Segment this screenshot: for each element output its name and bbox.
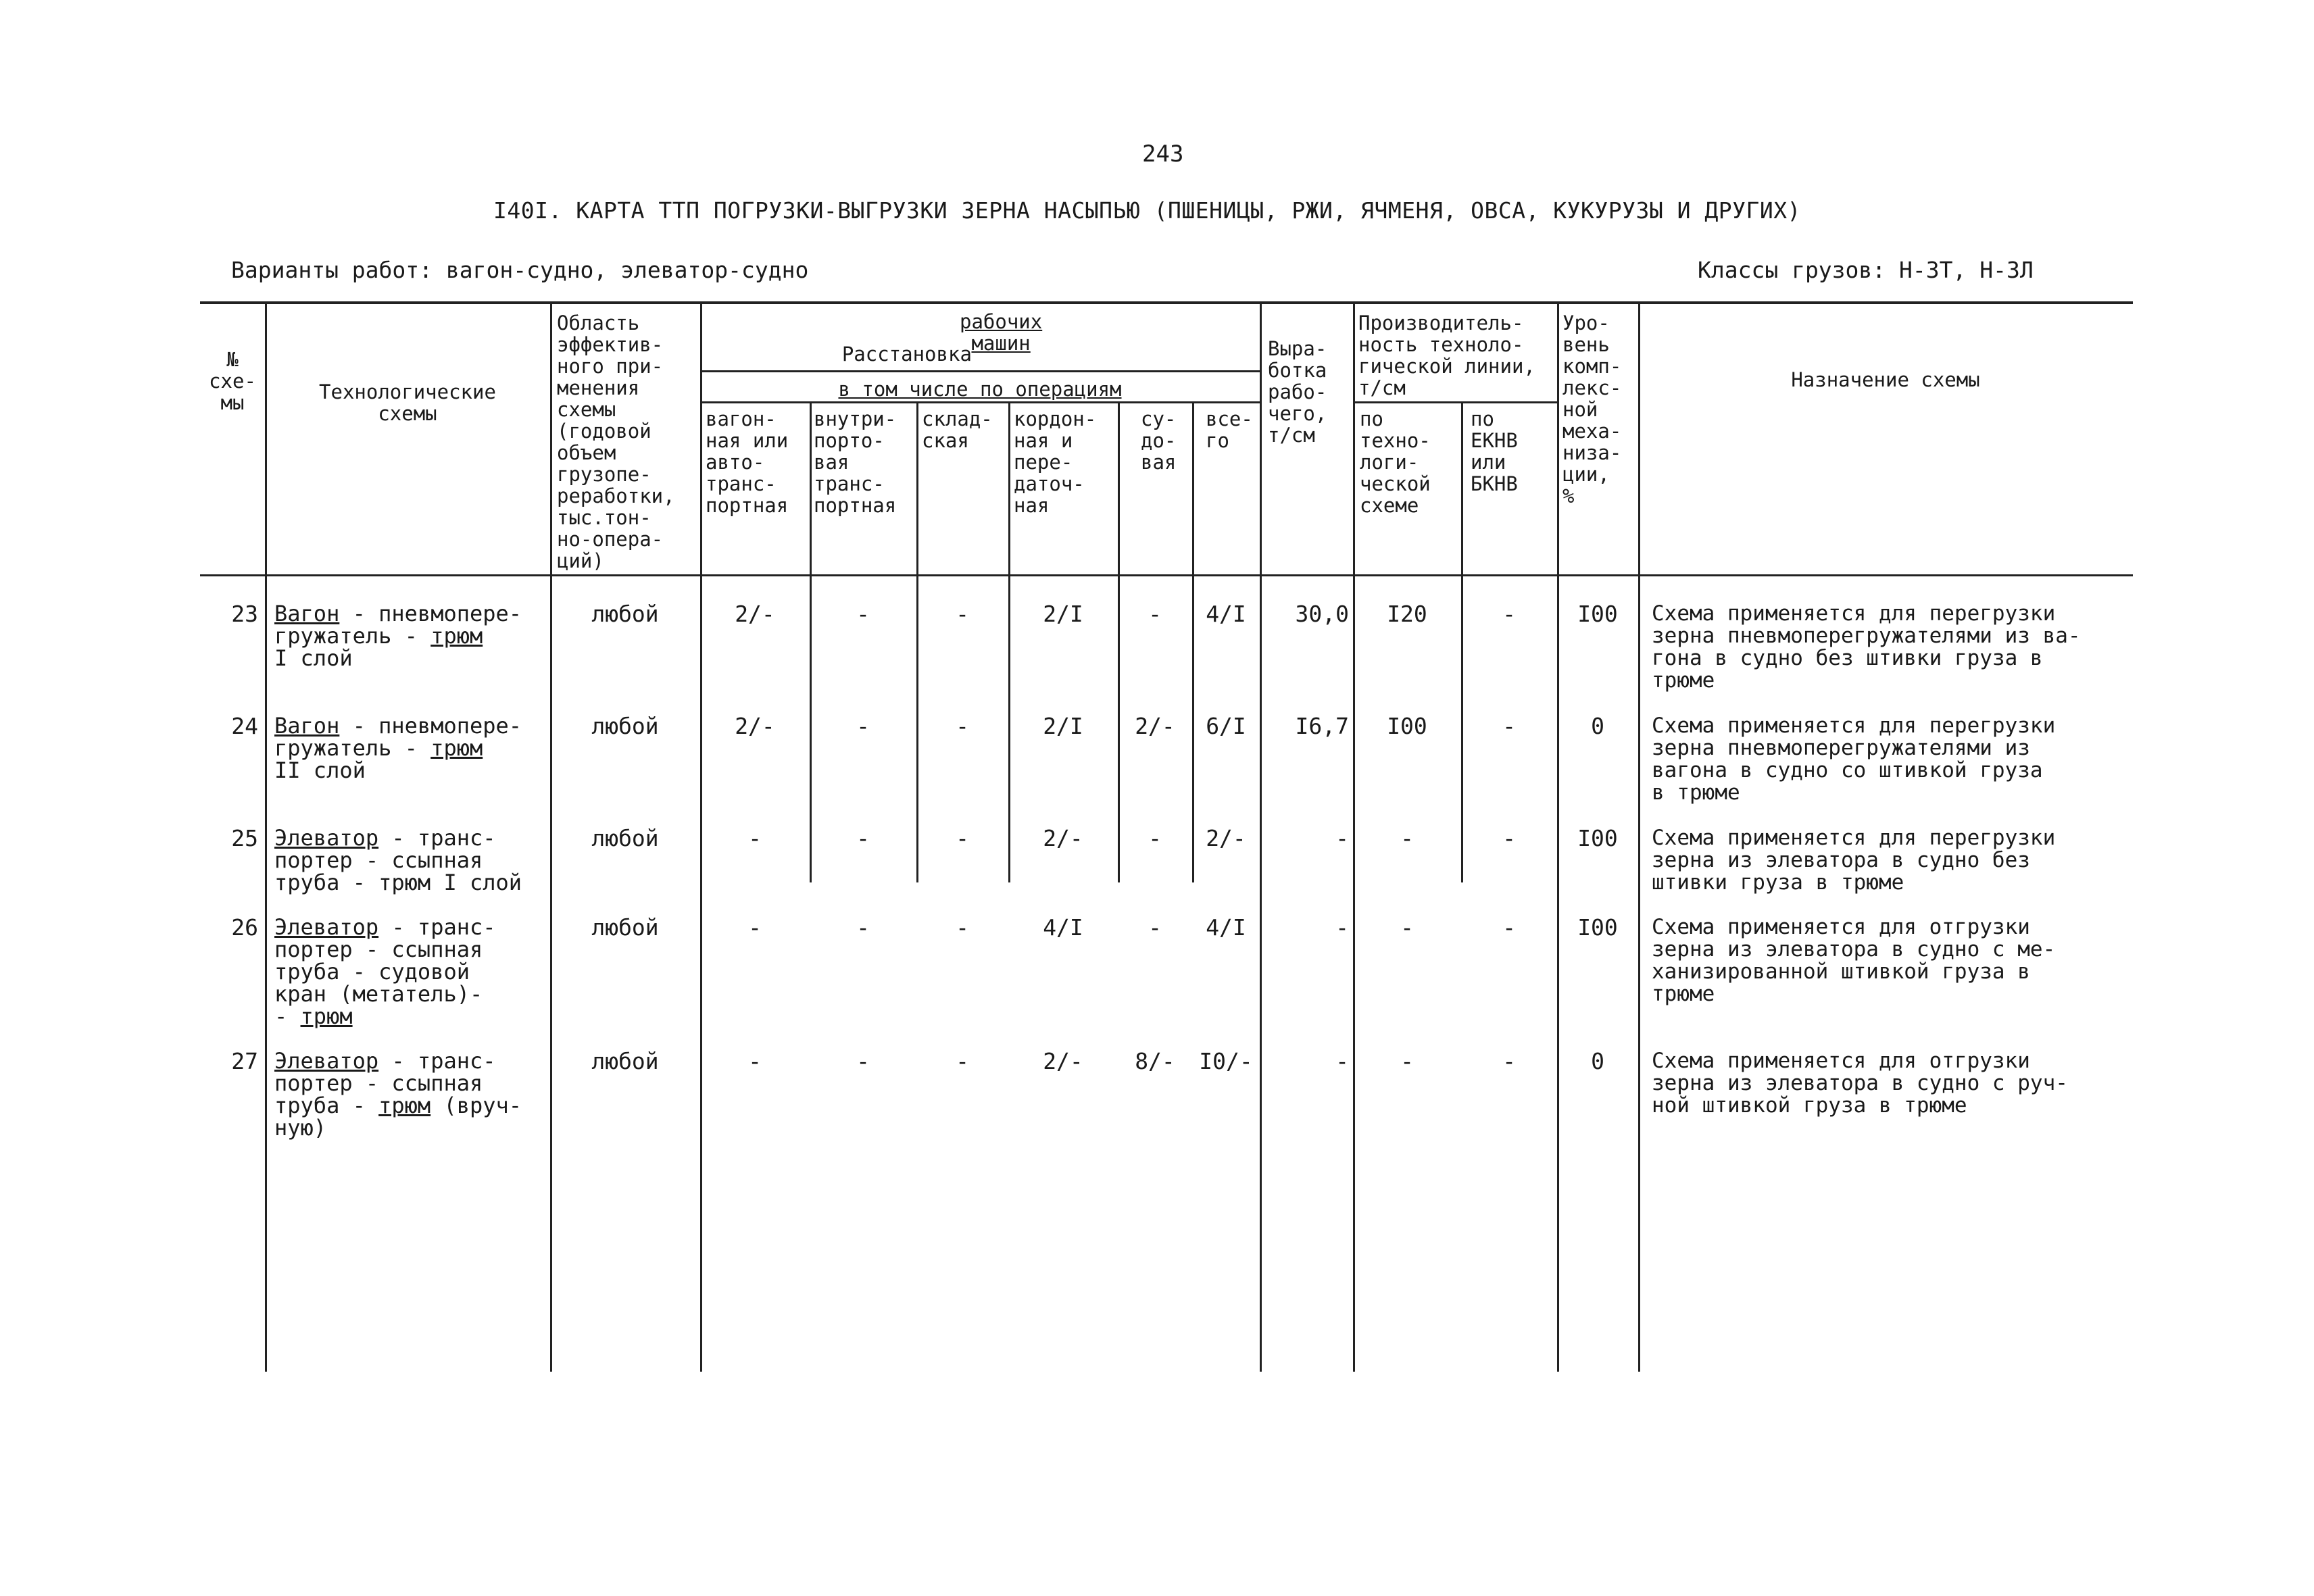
header-total: все- го	[1206, 407, 1253, 452]
cell-total: 2/-	[1206, 825, 1246, 851]
scheme-term-underlined: трюм	[300, 1003, 353, 1029]
cell-mech: I00	[1577, 601, 1618, 627]
scheme-text-segment: ную)	[274, 1115, 327, 1141]
scheme-line	[274, 1050, 522, 1072]
scheme-text-segment: - транс-	[378, 825, 496, 851]
cell-warehouse: -	[956, 825, 969, 851]
header-productivity: Производитель- ность техноло- гической линии, т/см	[1358, 311, 1535, 399]
header-scheme-number: № схе- мы	[209, 348, 256, 414]
cell-purpose: Схема применяется для перегрузки зерна из элеватора в судно без штивки груза в трюме	[1652, 826, 2056, 895]
scheme-line	[274, 1072, 522, 1095]
cell-mech: 0	[1591, 713, 1604, 739]
header-placement-prefix: Расстановка	[841, 343, 972, 366]
scheme-text-segment: гружатель	[274, 735, 392, 761]
scheme-line	[274, 737, 522, 759]
scheme-term-underlined: Элеватор	[274, 914, 379, 940]
cell-output: -	[1335, 1048, 1349, 1074]
scheme-line	[274, 916, 496, 939]
cell-technological-scheme	[274, 1050, 522, 1139]
header-worker-output: Выра- ботка рабо- чего, т/см	[1268, 337, 1327, 447]
scheme-text-segment: -	[391, 623, 431, 649]
technology-card-table	[200, 301, 2133, 1372]
page-number: 243	[1142, 141, 1184, 168]
scheme-line	[274, 715, 522, 737]
scheme-text-segment: - пневмопере-	[339, 601, 522, 626]
scheme-term-underlined: трюм	[430, 735, 483, 761]
scheme-text-segment: труба - трюм I слой	[274, 870, 522, 895]
scheme-line	[274, 961, 496, 983]
cell-by-eknv: -	[1502, 825, 1516, 851]
cell-area: любой	[591, 1048, 659, 1074]
cell-ship: -	[1148, 825, 1162, 851]
scheme-term-underlined: Элеватор	[274, 1048, 379, 1074]
scheme-line	[274, 759, 522, 782]
header-application-area: Область эффектив- ного при- менения схемы (годовой объем грузопе- реработки, тыс.тон- но-опера- ций)	[557, 311, 675, 572]
cell-area: любой	[591, 914, 659, 941]
scheme-text-segment: - транс-	[378, 1048, 496, 1074]
scheme-term-underlined: трюм	[378, 1093, 431, 1118]
scheme-term-underlined: трюм	[430, 623, 483, 649]
cell-purpose: Схема применяется для перегрузки зерна пневмоперегружателями из ва- гона в судно без штивки груза в трюме	[1652, 601, 2081, 693]
cell-cordon: 2/I	[1043, 713, 1083, 739]
cell-by-scheme: I20	[1387, 601, 1427, 627]
cell-mech: 0	[1591, 1048, 1604, 1074]
scheme-line	[274, 983, 496, 1005]
cell-cordon: 2/-	[1043, 1048, 1083, 1074]
document-title: I40I. КАРТА ТТП ПОГРУЗКИ-ВЫГРУЗКИ ЗЕРНА НАСЫПЬЮ (ПШЕНИЦЫ, РЖИ, ЯЧМЕНЯ, ОВСА, КУКУРУЗЫ И ДРУГИХ)	[493, 197, 1801, 224]
cell-by-scheme: -	[1400, 914, 1414, 941]
scheme-text-segment: труба - судовой	[274, 959, 470, 984]
cell-inner: -	[856, 914, 870, 941]
scheme-term-underlined: Вагон	[274, 713, 340, 739]
cell-output: 30,0	[1295, 601, 1349, 627]
cell-area: любой	[591, 713, 659, 739]
scheme-text-segment: портер - ссыпная	[274, 937, 483, 962]
scheme-text-segment: II слой	[274, 757, 366, 783]
scheme-text-segment: - пневмопере-	[339, 713, 522, 739]
cell-inner: -	[856, 601, 870, 627]
header-placement-machines: рабочих машин	[960, 310, 1043, 355]
cell-output: -	[1335, 825, 1349, 851]
scheme-term-underlined: Элеватор	[274, 825, 379, 851]
scheme-line	[274, 625, 522, 647]
cell-by-eknv: -	[1502, 713, 1516, 739]
cell-ship: -	[1148, 914, 1162, 941]
cell-technological-scheme	[274, 715, 522, 782]
scheme-text-segment: портер - ссыпная	[274, 847, 483, 873]
cell-inner: -	[856, 713, 870, 739]
cargo-classes: Классы грузов: Н-3Т, Н-3Л	[1698, 257, 2034, 283]
scheme-line	[274, 872, 522, 894]
header-ship: су- до- вая	[1141, 407, 1177, 474]
cell-technological-scheme	[274, 827, 522, 894]
cell-by-eknv: -	[1502, 914, 1516, 941]
scheme-text-segment: -	[391, 735, 431, 761]
scheme-text-segment: (вруч-	[430, 1093, 522, 1118]
scheme-line	[274, 603, 522, 625]
cell-output: -	[1335, 914, 1349, 941]
scheme-text-segment: труба -	[274, 1093, 379, 1118]
cell-technological-scheme	[274, 916, 496, 1028]
cell-num: 25	[231, 825, 258, 851]
cell-cordon: 4/I	[1043, 914, 1083, 941]
cell-wagon: 2/-	[735, 601, 775, 627]
cell-by-eknv: -	[1502, 1048, 1516, 1074]
cell-area: любой	[591, 825, 659, 851]
scheme-line	[274, 1117, 522, 1139]
cell-total: 4/I	[1206, 914, 1246, 941]
cell-purpose: Схема применяется для отгрузки зерна из элеватора в судно с руч- ной штивкой груза в трюме	[1652, 1049, 2068, 1118]
cell-warehouse: -	[956, 914, 969, 941]
cell-inner: -	[856, 1048, 870, 1074]
header-operations-group: в том числе по операциям	[838, 378, 1122, 401]
cell-wagon: 2/-	[735, 713, 775, 739]
cell-by-scheme: -	[1400, 1048, 1414, 1074]
cell-by-eknv: -	[1502, 601, 1516, 627]
scheme-text-segment: кран (метатель)-	[274, 981, 483, 1007]
cell-total: 4/I	[1206, 601, 1246, 627]
header-technological-schemes: Технологические схемы	[319, 380, 496, 425]
cell-wagon: -	[748, 1048, 762, 1074]
scheme-line	[274, 849, 522, 872]
scheme-text-segment: гружатель	[274, 623, 392, 649]
scheme-line	[274, 647, 522, 670]
header-by-eknv: по ЕКНВ или БКНВ	[1471, 407, 1518, 495]
scheme-line	[274, 1095, 522, 1117]
cell-mech: I00	[1577, 914, 1618, 941]
header-cordon-transfer: кордон- ная и пере- даточ- ная	[1014, 407, 1097, 517]
header-warehouse: склад- ская	[922, 407, 993, 452]
header-scheme-purpose: Назначение схемы	[1791, 368, 1980, 391]
scheme-term-underlined: Вагон	[274, 601, 340, 626]
cell-by-scheme: -	[1400, 825, 1414, 851]
scheme-line	[274, 939, 496, 961]
header-mechanization-level: Уро- вень комп- лекс- ной меха- низа- ции, %	[1562, 311, 1622, 507]
scheme-text-segment: -	[274, 1003, 301, 1029]
cell-purpose: Схема применяется для перегрузки зерна пневмоперегружателями из вагона в судно со штивкой груза в трюме	[1652, 714, 2056, 805]
header-by-scheme: по техно- логи- ческой схеме	[1360, 407, 1431, 517]
scheme-text-segment: портер - ссыпная	[274, 1070, 483, 1096]
cell-warehouse: -	[956, 1048, 969, 1074]
cell-by-scheme: I00	[1387, 713, 1427, 739]
header-placement	[795, 322, 972, 386]
scheme-line	[274, 827, 522, 849]
cell-total: 6/I	[1206, 713, 1246, 739]
cell-num: 26	[231, 914, 258, 941]
cell-cordon: 2/I	[1043, 601, 1083, 627]
cell-ship: 2/-	[1135, 713, 1175, 739]
cell-num: 23	[231, 601, 258, 627]
scheme-text-segment: - транс-	[378, 914, 496, 940]
cell-output: I6,7	[1295, 713, 1349, 739]
cell-ship: 8/-	[1135, 1048, 1175, 1074]
header-inner-port-transport: внутри- порто- вая транс- портная	[814, 407, 897, 517]
cell-ship: -	[1148, 601, 1162, 627]
scheme-line	[274, 1005, 496, 1028]
cell-num: 24	[231, 713, 258, 739]
scheme-text-segment: I слой	[274, 645, 353, 671]
cell-num: 27	[231, 1048, 258, 1074]
cell-warehouse: -	[956, 713, 969, 739]
cell-technological-scheme	[274, 603, 522, 670]
cell-mech: I00	[1577, 825, 1618, 851]
header-wagon-transport: вагон- ная или авто- транс- портная	[706, 407, 789, 517]
cell-wagon: -	[748, 914, 762, 941]
cell-purpose: Схема применяется для отгрузки зерна из элеватора в судно с ме- ханизированной штивкой груза в трюме	[1652, 915, 2056, 1006]
cell-warehouse: -	[956, 601, 969, 627]
cell-area: любой	[591, 601, 659, 627]
cell-inner: -	[856, 825, 870, 851]
cell-cordon: 2/-	[1043, 825, 1083, 851]
cell-wagon: -	[748, 825, 762, 851]
cell-total: I0/-	[1199, 1048, 1253, 1074]
work-variants: Варианты работ: вагон-судно, элеватор-судно	[231, 257, 809, 283]
